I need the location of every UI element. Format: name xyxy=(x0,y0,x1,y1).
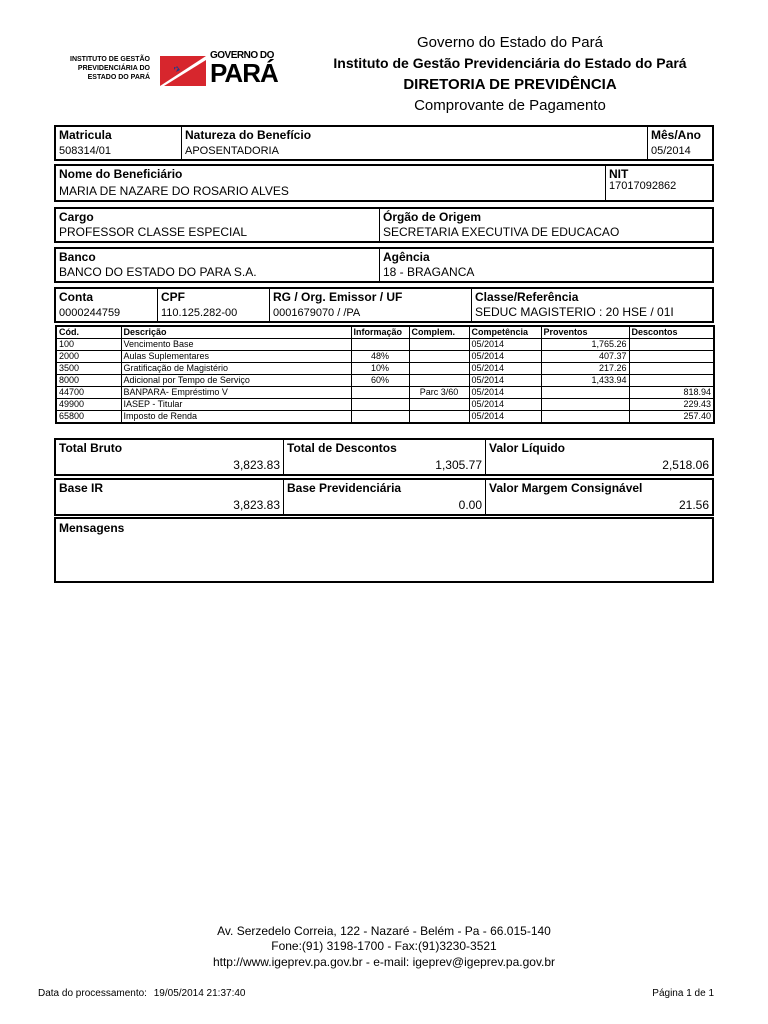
descricao-cell: Adicional por Tempo de Serviço xyxy=(121,375,351,387)
classe-cell xyxy=(472,289,712,321)
natureza-value: APOSENTADORIA xyxy=(185,145,279,157)
table-row xyxy=(56,387,714,399)
total-bruto-label: Total Bruto xyxy=(59,441,123,455)
rg-label: RG / Org. Emissor / UF xyxy=(273,290,403,304)
conta-cell xyxy=(56,289,158,321)
row-cargo xyxy=(54,207,714,243)
conta-label: Conta xyxy=(59,290,93,304)
proventos-cell xyxy=(541,411,629,424)
total-bruto-cell xyxy=(56,440,284,474)
informacao-cell: 60% xyxy=(351,375,409,387)
igeprev-logo-line: ESTADO DO PARÁ xyxy=(87,74,150,81)
competencia-cell: 05/2014 xyxy=(469,399,541,411)
nome-label: Nome do Beneficiário xyxy=(59,167,183,181)
cargo-label: Cargo xyxy=(59,210,94,224)
descricao-cell: BANPARA- Empréstimo V xyxy=(121,387,351,399)
margem-consignavel-cell xyxy=(486,480,712,514)
complem-cell xyxy=(409,339,469,351)
proventos-cell: 1,433.94 xyxy=(541,375,629,387)
governo-do-para-wordmark xyxy=(210,50,290,88)
complem-cell xyxy=(409,399,469,411)
cod-cell: 3500 xyxy=(56,363,121,375)
conta-value: 0000244759 xyxy=(59,307,121,319)
wordmark-bottom: PARÁ xyxy=(210,58,278,88)
wordmark-top: GOVERNO DO xyxy=(210,50,274,61)
base-ir-label: Base IR xyxy=(59,481,104,495)
descontos-cell xyxy=(629,339,714,351)
banco-label: Banco xyxy=(59,250,96,264)
margem-consignavel-label: Valor Margem Consignável xyxy=(489,481,643,495)
rg-value: 0001679070 / /PA xyxy=(273,307,361,319)
processing-label: Data do processamento: xyxy=(38,988,147,999)
complem-cell xyxy=(409,351,469,363)
descontos-cell: 818.94 xyxy=(629,387,714,399)
nome-cell xyxy=(56,166,606,200)
header-line-1: Governo do Estado do Pará xyxy=(417,34,603,51)
mensagens-label: Mensagens xyxy=(59,521,125,535)
proventos-cell: 407.37 xyxy=(541,351,629,363)
col-header-competencia: Competência xyxy=(469,326,541,339)
igeprev-logo-line: PREVIDENCIÁRIA DO xyxy=(77,65,150,72)
descricao-cell: Gratificação de Magistério xyxy=(121,363,351,375)
base-ir-cell xyxy=(56,480,284,514)
orgao-value: SECRETARIA EXECUTIVA DE EDUCACAO xyxy=(383,225,620,239)
descricao-cell: Vencimento Base xyxy=(121,339,351,351)
col-header-cod: Cód. xyxy=(56,326,121,339)
competencia-cell: 05/2014 xyxy=(469,411,541,424)
row-beneficiario xyxy=(54,164,714,202)
footer-address: Av. Serzedelo Correia, 122 - Nazaré - Belém - Pa - 66.015-140 xyxy=(217,924,551,938)
cod-cell: 8000 xyxy=(56,375,121,387)
table-row xyxy=(56,375,714,387)
row-conta xyxy=(54,287,714,323)
descricao-cell: Aulas Suplementares xyxy=(121,351,351,363)
classe-value: SEDUC MAGISTERIO : 20 HSE / 01I xyxy=(475,305,674,319)
orgao-label: Órgão de Origem xyxy=(383,210,482,224)
col-header-descricao: Descrição xyxy=(121,326,351,339)
competencia-cell: 05/2014 xyxy=(469,387,541,399)
header-line-2: Instituto de Gestão Previdenciária do Estado do Pará xyxy=(333,55,687,71)
natureza-label: Natureza do Benefício xyxy=(185,128,312,142)
descricao-cell: IASEP - Titular xyxy=(121,399,351,411)
header-line-3: DIRETORIA DE PREVIDÊNCIA xyxy=(403,76,617,93)
margem-consignavel-value: 21.56 xyxy=(678,498,709,512)
matricula-value: 508314/01 xyxy=(59,145,111,157)
valor-liquido-cell xyxy=(486,440,712,474)
cargo-value: PROFESSOR CLASSE ESPECIAL xyxy=(59,225,248,239)
informacao-cell xyxy=(351,339,409,351)
descricao-cell: Imposto de Renda xyxy=(121,411,351,424)
cod-cell: 65800 xyxy=(56,411,121,424)
classe-label: Classe/Referência xyxy=(475,290,579,304)
cod-cell: 100 xyxy=(56,339,121,351)
col-header-descontos: Descontos xyxy=(629,326,714,339)
descontos-cell: 229.43 xyxy=(629,399,714,411)
nit-value: 17017092862 xyxy=(609,180,677,192)
descontos-cell xyxy=(629,375,714,387)
nit-label: NIT xyxy=(609,167,629,181)
nome-value: MARIA DE NAZARE DO ROSARIO ALVES xyxy=(59,184,289,198)
table-row xyxy=(56,399,714,411)
complem-cell xyxy=(409,411,469,424)
mesano-cell xyxy=(648,127,712,159)
igeprev-logo xyxy=(40,55,150,89)
cpf-cell xyxy=(158,289,270,321)
row-bases xyxy=(54,478,714,516)
rg-cell xyxy=(270,289,472,321)
row-matricula xyxy=(54,125,714,161)
header-line-4: Comprovante de Pagamento xyxy=(414,97,606,114)
processing-date: 19/05/2014 21:37:40 xyxy=(153,988,246,999)
total-descontos-cell xyxy=(284,440,486,474)
proventos-cell xyxy=(541,399,629,411)
footer-phone: Fone:(91) 3198-1700 - Fax:(91)3230-3521 xyxy=(271,939,497,953)
informacao-cell xyxy=(351,411,409,424)
competencia-cell: 05/2014 xyxy=(469,339,541,351)
complem-cell xyxy=(409,363,469,375)
descontos-cell: 257.40 xyxy=(629,411,714,424)
informacao-cell: 10% xyxy=(351,363,409,375)
items-header-row xyxy=(56,326,714,339)
orgao-cell xyxy=(380,209,712,241)
cod-cell: 49900 xyxy=(56,399,121,411)
agencia-value: 18 - BRAGANCA xyxy=(383,265,475,279)
items-table xyxy=(55,325,715,424)
nit-cell xyxy=(606,166,712,200)
informacao-cell xyxy=(351,399,409,411)
descontos-cell xyxy=(629,363,714,375)
col-header-informacao: Informação xyxy=(351,326,409,339)
natureza-cell xyxy=(182,127,648,159)
cargo-cell xyxy=(56,209,380,241)
col-header-proventos: Proventos xyxy=(541,326,629,339)
footer-web: http://www.igeprev.pa.gov.br - e-mail: igeprev@igeprev.pa.gov.br xyxy=(212,955,556,969)
base-previdenciaria-value: 0.00 xyxy=(458,498,482,512)
mesano-value: 05/2014 xyxy=(651,145,691,157)
base-previdenciaria-cell xyxy=(284,480,486,514)
proventos-cell: 217.26 xyxy=(541,363,629,375)
informacao-cell xyxy=(351,387,409,399)
valor-liquido-value: 2,518.06 xyxy=(662,458,709,472)
para-flag-logo xyxy=(160,52,208,93)
processing-info xyxy=(38,988,246,999)
matricula-label: Matricula xyxy=(59,128,112,142)
competencia-cell: 05/2014 xyxy=(469,363,541,375)
cod-cell: 44700 xyxy=(56,387,121,399)
igeprev-logo-line: INSTITUTO DE GESTÃO xyxy=(70,56,150,63)
row-banco xyxy=(54,247,714,283)
table-row xyxy=(56,351,714,363)
informacao-cell: 48% xyxy=(351,351,409,363)
proventos-cell: 1,765.26 xyxy=(541,339,629,351)
base-previdenciaria-label: Base Previdenciária xyxy=(287,481,402,495)
cpf-value: 110.125.282-00 xyxy=(161,307,238,319)
mensagens-box xyxy=(54,517,714,583)
total-bruto-value: 3,823.83 xyxy=(233,458,280,472)
descontos-cell xyxy=(629,351,714,363)
banco-value: BANCO DO ESTADO DO PARA S.A. xyxy=(59,265,257,279)
agencia-cell xyxy=(380,249,712,281)
complem-cell xyxy=(409,375,469,387)
agencia-label: Agência xyxy=(383,250,430,264)
cod-cell: 2000 xyxy=(56,351,121,363)
col-header-complem: Complem. xyxy=(409,326,469,339)
competencia-cell: 05/2014 xyxy=(469,351,541,363)
total-descontos-label: Total de Descontos xyxy=(287,441,397,455)
base-ir-value: 3,823.83 xyxy=(233,498,280,512)
table-row xyxy=(56,411,714,424)
table-row xyxy=(56,339,714,351)
cpf-label: CPF xyxy=(161,290,185,304)
competencia-cell: 05/2014 xyxy=(469,375,541,387)
total-descontos-value: 1,305.77 xyxy=(435,458,482,472)
row-totals xyxy=(54,438,714,476)
matricula-cell xyxy=(56,127,182,159)
table-row xyxy=(56,363,714,375)
complem-cell: Parc 3/60 xyxy=(409,387,469,399)
valor-liquido-label: Valor Líquido xyxy=(489,441,566,455)
mesano-label: Mês/Ano xyxy=(651,128,702,142)
page-number: Página 1 de 1 xyxy=(652,988,714,999)
proventos-cell xyxy=(541,387,629,399)
banco-cell xyxy=(56,249,380,281)
